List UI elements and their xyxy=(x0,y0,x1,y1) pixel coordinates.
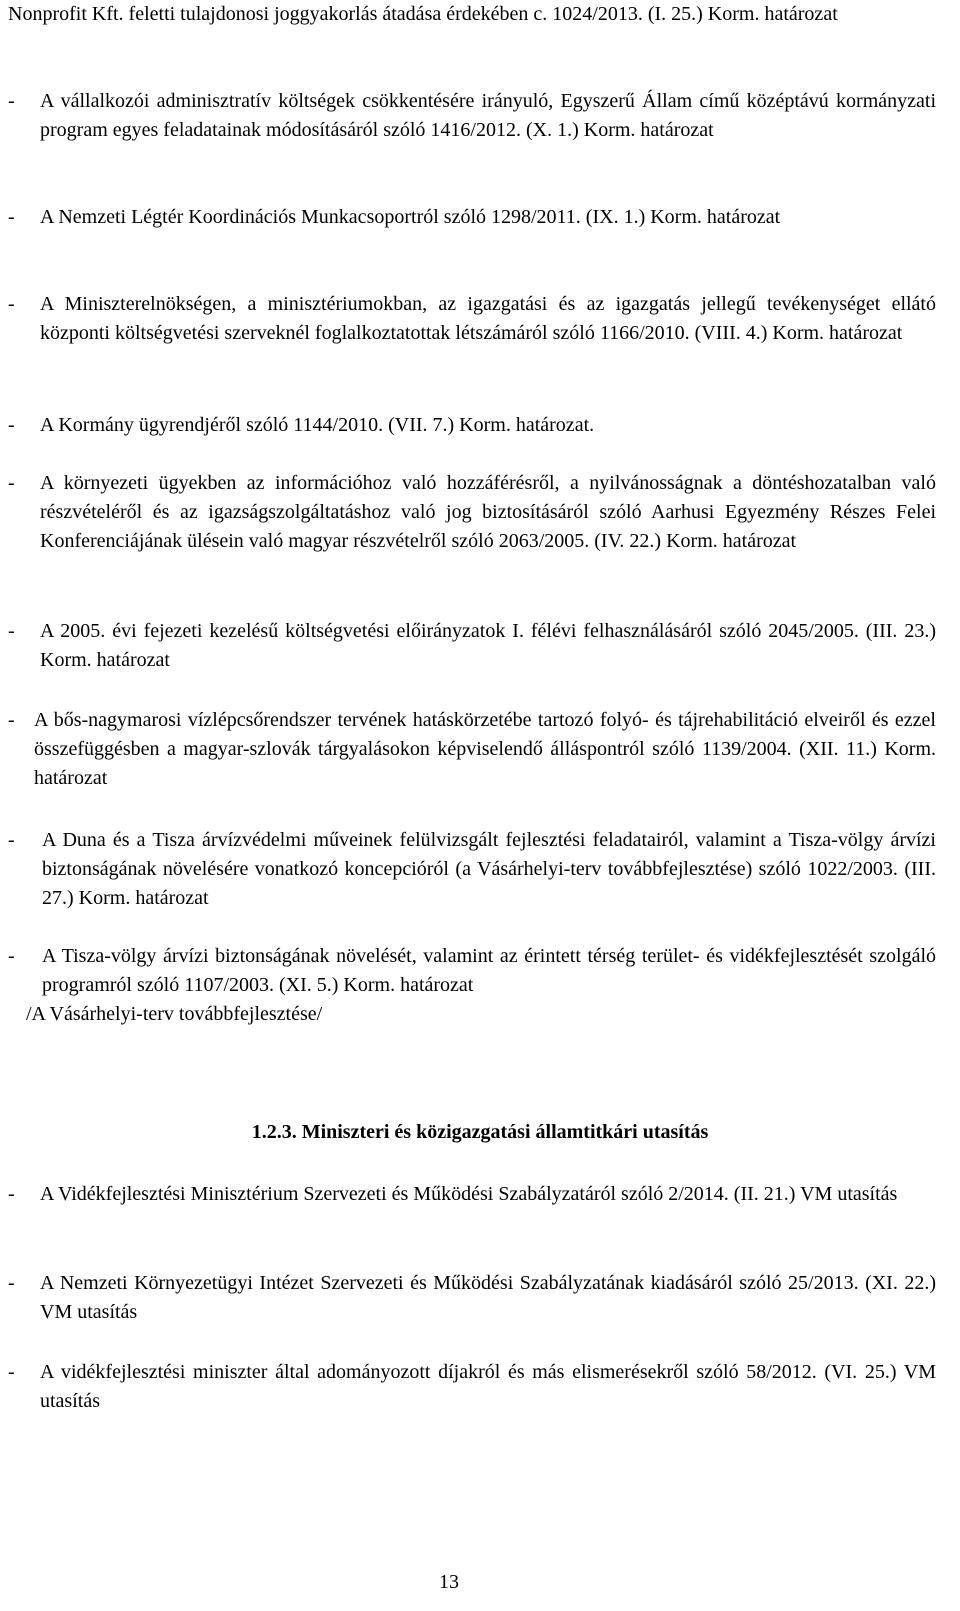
list-item-text: A Nemzeti Környezetügyi Intézet Szervezeti és Működési Szabályzatának kiadásáról szóló 25/2013. (XI. 22.) VM utasítás xyxy=(40,1272,936,1323)
list-dash: - xyxy=(8,206,15,228)
list-item xyxy=(8,469,936,556)
list-dash: - xyxy=(8,90,15,112)
list-dash: - xyxy=(8,414,15,436)
list-item-text: A Tisza-völgy árvízi biztonságának növelését, valamint az érintett térség terület- és vidékfejlesztését szolgáló programról szóló 1107/2003. (XI. 5.) Korm. határozat xyxy=(42,945,936,996)
list-item xyxy=(8,411,936,440)
list-item xyxy=(8,87,936,145)
list-item xyxy=(8,1180,936,1209)
list-dash: - xyxy=(8,1361,15,1383)
list-item-text: A bős-nagymarosi vízlépcsőrendszer tervének hatáskörzetébe tartozó folyó- és tájrehabilitáció elveiről és ezzel összefüggésben a magyar-szlovák tárgyalásokon képviselendő álláspontról szóló 1139/2004. (XII. 11.) Korm. határozat xyxy=(34,709,936,789)
list-dash: - xyxy=(8,620,15,642)
list-dash: - xyxy=(8,1272,15,1294)
sub-note: /A Vásárhelyi-terv továbbfejlesztése/ xyxy=(26,1003,323,1025)
list-item-text: A vidékfejlesztési miniszter által adományozott díjakról és más elismerésekről szóló 58/2012. (VI. 25.) VM utasítás xyxy=(40,1361,936,1412)
list-item xyxy=(8,617,936,675)
list-item xyxy=(8,826,936,913)
list-item xyxy=(8,1358,936,1416)
list-item-text: A Miniszterelnökségen, a minisztériumokban, az igazgatási és az igazgatás jellegű tevékenységet ellátó központi költségvetési szerveknél foglalkoztatottak létszámáról szóló 1166/2010. (VIII. 4.) Korm. határozat xyxy=(40,293,936,344)
list-dash: - xyxy=(8,1183,15,1205)
list-dash: - xyxy=(8,829,15,851)
list-item xyxy=(8,203,936,232)
list-item-text: A Vidékfejlesztési Minisztérium Szervezeti és Működési Szabályzatáról szóló 2/2014. (II. 21.) VM utasítás xyxy=(40,1183,898,1205)
list-item xyxy=(8,942,936,1000)
list-item xyxy=(8,290,936,348)
list-dash: - xyxy=(8,293,15,315)
list-item-text: A 2005. évi fejezeti kezelésű költségvetési előirányzatok I. félévi felhasználásáról szóló 2045/2005. (III. 23.) Korm. határozat xyxy=(40,620,936,671)
list-dash: - xyxy=(8,472,15,494)
section-heading: 1.2.3. Miniszteri és közigazgatási államtitkári utasítás xyxy=(251,1121,709,1143)
list-item-text: A vállalkozói adminisztratív költségek csökkentésére irányuló, Egyszerű Állam című középtávú kormányzati program egyes feladatainak módosításáról szóló 1416/2012. (X. 1.) Korm. határozat xyxy=(40,90,936,141)
list-dash: - xyxy=(8,945,15,967)
list-item-text: A Kormány ügyrendjéről szóló 1144/2010. (VII. 7.) Korm. határozat. xyxy=(40,414,595,436)
page-number: 13 xyxy=(439,1571,459,1593)
list-item-text: A Duna és a Tisza árvízvédelmi műveinek felülvizsgált fejlesztési feladatairól, valamint a Tisza-völgy árvízi biztonságának növelésére vonatkozó koncepcióról (a Vásárhelyi-terv továbbfejlesztése) szóló 1022/2003. (III. 27.) Korm. határozat xyxy=(42,829,936,909)
list-item xyxy=(8,706,936,793)
list-item xyxy=(8,1269,936,1327)
continuation-paragraph: Nonprofit Kft. feletti tulajdonosi joggyakorlás átadása érdekében c. 1024/2013. (I. 25.) Korm. határozat xyxy=(8,3,838,25)
list-item-text: A környezeti ügyekben az információhoz való hozzáférésről, a nyilvánosságnak a döntéshozatalban való részvételéről és az igazságszolgáltatáshoz való jog biztosításáról szóló Aarhusi Egyezmény Részes Felei Konferenciájának ülésein való magyar részvételről szóló 2063/2005. (IV. 22.) Korm. határozat xyxy=(40,472,936,552)
list-dash: - xyxy=(8,709,15,731)
list-item-text: A Nemzeti Légtér Koordinációs Munkacsoportról szóló 1298/2011. (IX. 1.) Korm. határozat xyxy=(40,206,781,228)
